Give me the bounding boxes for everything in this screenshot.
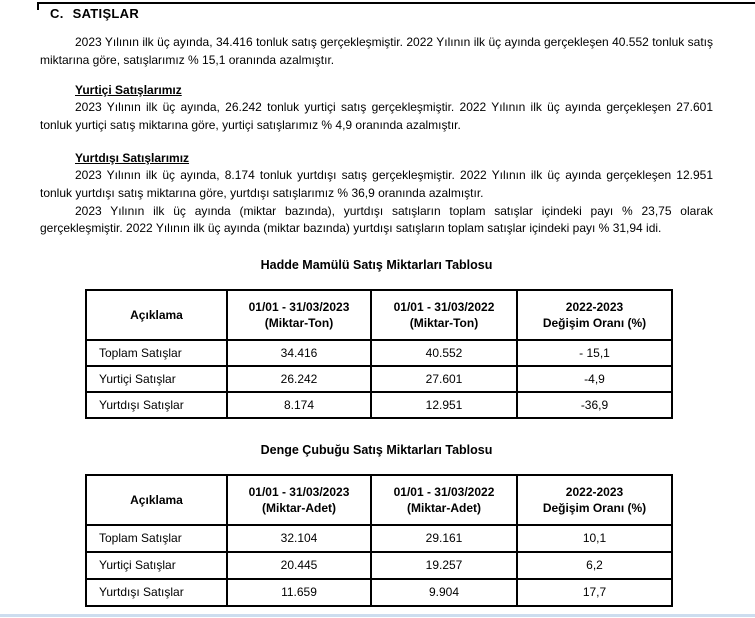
foreign-share-paragraph: 2023 Yılının ilk üç ayında (miktar bazında), yurtdışı satışların toplam satışlar içindeki payı % 23,75 olarak gerçekleşmiştir. 2022 Yılının ilk üç ayında (miktar bazında) yurtdışı satışların toplam satışlar içindeki payı % 31,94 idi. — [40, 203, 713, 236]
header-line: Değişim Oranı (%) — [542, 315, 647, 330]
header-period-2022 — [371, 290, 517, 340]
value-2023: 34.416 — [227, 340, 371, 366]
header-period-2022 — [371, 475, 517, 525]
table-row — [86, 525, 672, 552]
value-2022: 9.904 — [371, 579, 517, 606]
balance-bar-sales-table — [85, 474, 673, 607]
table-row — [86, 392, 672, 418]
header-line: 2022-2023 — [565, 484, 624, 499]
header-aciklama — [86, 475, 227, 525]
section-title: SATIŞLAR — [72, 6, 140, 21]
foreign-sales-heading: Yurtdışı Satışlarımız — [75, 151, 190, 166]
balance-bar-table-title: Denge Çubuğu Satış Miktarları Tablosu — [260, 442, 493, 457]
header-line: 01/01 - 31/03/2022 — [393, 299, 495, 314]
table-row — [86, 366, 672, 392]
header-line: (Miktar-Adet) — [262, 500, 336, 515]
header-line: 01/01 - 31/03/2023 — [248, 299, 350, 314]
header-line: (Miktar-Ton) — [409, 315, 479, 330]
document-body — [40, 6, 713, 607]
row-label: Yurtiçi Satışlar — [86, 366, 227, 392]
header-line: (Miktar-Adet) — [407, 500, 481, 515]
header-line: 2022-2023 — [565, 299, 624, 314]
page-top-border-tick — [37, 2, 39, 10]
header-change-rate — [517, 290, 672, 340]
row-label: Yurtiçi Satışlar — [86, 552, 227, 579]
value-2022: 40.552 — [371, 340, 517, 366]
table-row — [86, 552, 672, 579]
section-heading — [50, 6, 713, 21]
table-row — [86, 340, 672, 366]
domestic-sales-paragraph: 2023 Yılının ilk üç ayında, 26.242 tonluk yurtiçi satış gerçekleşmiştir. 2022 Yılının ilk üç ayında gerçekleşen 27.601 tonluk yurtiçi satış miktarına göre, yurtiçi satışlarımız % 4,9 oranında azalmıştır. — [40, 100, 713, 132]
header-aciklama — [86, 290, 227, 340]
value-change: 17,7 — [517, 579, 672, 606]
table-header-row — [86, 475, 672, 525]
value-2023: 8.174 — [227, 392, 371, 418]
value-2023: 11.659 — [227, 579, 371, 606]
value-2023: 20.445 — [227, 552, 371, 579]
domestic-sales-heading: Yurtiçi Satışlarımız — [75, 83, 182, 98]
value-2023: 26.242 — [227, 366, 371, 392]
rolled-products-table-title: Hadde Mamülü Satış Miktarları Tablosu — [260, 257, 493, 272]
header-line: 01/01 - 31/03/2022 — [393, 484, 495, 499]
bottom-highlight-strip — [0, 614, 755, 617]
page-top-border-line — [37, 2, 755, 4]
header-line: Değişim Oranı (%) — [542, 500, 647, 515]
intro-paragraph: 2023 Yılının ilk üç ayında, 34.416 tonluk satış gerçekleşmiştir. 2022 Yılının ilk üç ayında gerçekleşen 40.552 tonluk satış miktarına göre, satışlarımız % 15,1 oranında azalmıştır. — [40, 35, 713, 67]
header-line: 01/01 - 31/03/2023 — [248, 484, 350, 499]
foreign-sales-paragraph: 2023 Yılının ilk üç ayında, 8.174 tonluk yurtdışı satış gerçekleşmiştir. 2022 Yılının ilk üç ayında gerçekleşen 12.951 tonluk yurtdışı satış miktarına göre, yurtdışı satışlarımız % 36,9 oranında azalmıştır. — [40, 168, 713, 200]
value-change: - 15,1 — [517, 340, 672, 366]
rolled-products-sales-table — [85, 289, 673, 419]
value-2022: 19.257 — [371, 552, 517, 579]
header-change-rate — [517, 475, 672, 525]
value-2023: 32.104 — [227, 525, 371, 552]
header-line: Açıklama — [130, 492, 183, 507]
value-change: 6,2 — [517, 552, 672, 579]
value-change: 10,1 — [517, 525, 672, 552]
row-label: Yurtdışı Satışlar — [86, 579, 227, 606]
row-label: Toplam Satışlar — [86, 340, 227, 366]
value-2022: 27.601 — [371, 366, 517, 392]
row-label: Toplam Satışlar — [86, 525, 227, 552]
value-change: -4,9 — [517, 366, 672, 392]
table-header-row — [86, 290, 672, 340]
header-period-2023 — [227, 475, 371, 525]
value-2022: 29.161 — [371, 525, 517, 552]
table-row — [86, 579, 672, 606]
value-change: -36,9 — [517, 392, 672, 418]
row-label: Yurtdışı Satışlar — [86, 392, 227, 418]
section-letter: C. — [50, 6, 64, 21]
header-line: (Miktar-Ton) — [264, 315, 334, 330]
value-2022: 12.951 — [371, 392, 517, 418]
header-period-2023 — [227, 290, 371, 340]
header-line: Açıklama — [130, 307, 183, 322]
